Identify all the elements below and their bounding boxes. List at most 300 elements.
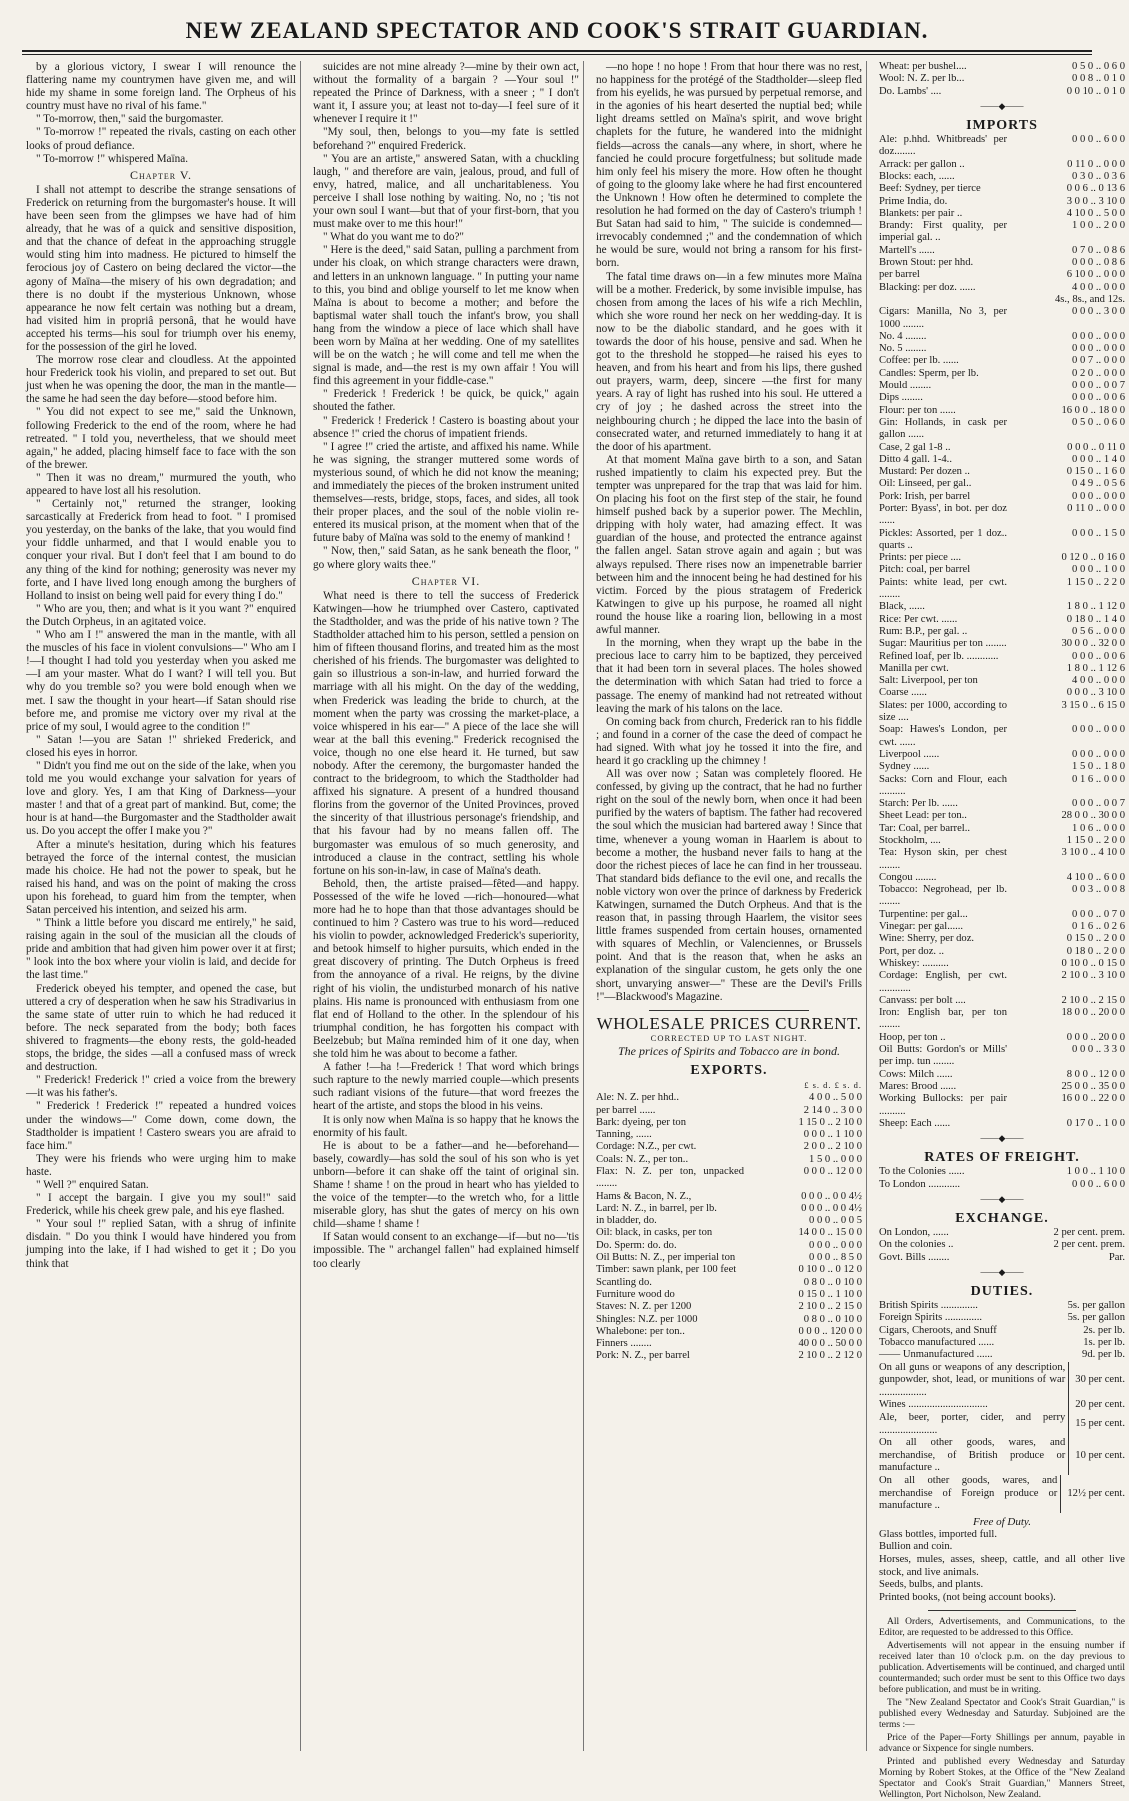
import-price: 1 15 0 .. 2 2 0 — [1066, 576, 1125, 588]
export-item: Whalebone: per ton.. — [596, 1325, 685, 1337]
import-price: 0 18 0 .. 1 4 0 — [1066, 613, 1125, 625]
import-price: 30 0 0 .. 32 0 0 — [1061, 638, 1125, 650]
import-price: 4 10 0 .. 6 0 0 — [1066, 871, 1125, 883]
exchange-title: EXCHANGE. — [955, 1211, 1049, 1226]
import-item: Sydney ...... — [879, 761, 930, 773]
import-row — [879, 577, 1125, 602]
export-price: 4 0 0 .. 5 0 0 — [809, 1092, 862, 1104]
lsd-header: £ s. d. £ s. d. — [804, 1080, 862, 1091]
import-price: 3 0 0 .. 3 10 0 — [1066, 195, 1125, 207]
export-item: Lard: N. Z., in barrel, per lb. — [596, 1202, 717, 1214]
import-row — [879, 343, 1125, 355]
imports-table — [879, 134, 1125, 1130]
import-item: Soap: Hawes's London, per cwt. ...... — [879, 724, 1007, 748]
duties-title: DUTIES. — [970, 1284, 1034, 1300]
story-paragraph: If Satan would consent to an exchange—if—but no—'tis impossible. The " archangel fallen" had explained himself too clearly — [313, 1231, 579, 1270]
import-price: 0 0 7 .. 0 0 0 — [1072, 355, 1125, 367]
story-paragraph: —no hope ! no hope ! From that hour there was no rest, no happiness for the protégé of the Stadtholder—sleep fled from his eyelids, he was pursued by perpetual remorse, and in the agonies of his heart deserted the nuptial bed; while light dreams settled on Maïna's spirit, and wove bright chaplets for the future, he wandered into the midnight fields—across the canals—any where, in short, where he fancied he could procure forgetfulness; but solitude made him only feel his misery the more. How often he thought of going to the gloomy lake where he had first encountered the Unknown ! How often he determined to complete the resolution he had formed on the day of Castero's triumph ! But Satan had said to him, " The suicide is condemned—irrevocably condemned ;" and the condemnation of which he would be sure, would not bring a ransom for his first-born. — [596, 61, 862, 270]
import-row — [879, 208, 1125, 220]
story-paragraph: " Who are you, then; and what is it you want ?" enquired the Dutch Orpheus, in an agitated voice. — [26, 602, 296, 628]
import-price: 0 0 0 .. 0 0 0 — [1072, 490, 1125, 502]
export-price: 0 8 0 .. 0 10 0 — [803, 1276, 862, 1288]
import-price: 0 7 0 .. 0 8 6 — [1072, 244, 1125, 256]
duty-bracket — [879, 1399, 1125, 1412]
import-item: Working Bullocks: per pair .......... — [879, 1093, 1007, 1117]
import-item: Ale: p.hhd. Whitbreads' per doz........ — [879, 134, 1007, 158]
export-row — [596, 1338, 862, 1350]
import-price: 0 0 0 .. 0 11 0 — [1067, 441, 1125, 453]
duty-bracket — [879, 1412, 1125, 1437]
import-item: Sacks: Corn and Flour, each .......... — [879, 773, 1007, 797]
import-row — [879, 810, 1125, 822]
import-price: 0 0 0 .. 1 5 0 — [1072, 527, 1125, 539]
import-item: Congou ........ — [879, 871, 937, 883]
duty-price: 1s. per lb. — [1083, 1337, 1125, 1349]
import-item: Case, 2 gal 1-8 .. — [879, 441, 951, 453]
import-row — [879, 294, 1125, 306]
story-paragraph: " Think a little before you discard me entirely," he said, raising again in the soul of the musician all the clouds of pride and ambition that had given him power over it at first; " look into the box where your violin is laid, and decide for the last time." — [26, 917, 296, 982]
import-row — [879, 675, 1125, 687]
exchange-item: On London, ...... — [879, 1227, 949, 1239]
chapter-heading: Chapter V. — [129, 167, 193, 182]
import-row — [879, 884, 1125, 909]
export-price: 0 10 0 .. 0 12 0 — [798, 1264, 862, 1276]
duty-bracket-rate: 10 per cent. — [1075, 1449, 1125, 1461]
import-row — [879, 847, 1125, 872]
commodity-row — [879, 86, 1125, 98]
export-item: Finners ........ — [596, 1338, 652, 1350]
import-row — [879, 269, 1125, 281]
story-paragraph: I shall not attempt to describe the strange sensations of Frederick on returning from the burgomaster's house. It will have been seen from the glimpses we have had of him already, that he was of a quick and sensitive disposition, and that the chance of defeat in the approaching struggle would sting him into madness. He pictured to himself the ferocious joy of Castero on being declared the victor—the agony of Maïna—the misery of his own degradation; and there is no doubt if the mysterious Unknown, whose appearance he now felt certain was nothing but a dream, had visited him in propriâ personâ, that he would have accepted his terms—his soul for triumph over his enemy, for the possession of the girl he loved. — [26, 183, 296, 353]
export-item: Do. Sperm: do. do. — [596, 1239, 677, 1251]
export-row — [596, 1277, 862, 1289]
import-row — [879, 601, 1125, 613]
import-row — [879, 872, 1125, 884]
import-price: 1 8 0 .. 1 12 6 — [1066, 662, 1125, 674]
import-item: No. 4 ........ — [879, 330, 927, 342]
import-item: Salt: Liverpool, per ton — [879, 675, 978, 687]
export-price: 0 15 0 .. 1 10 0 — [798, 1288, 862, 1300]
import-price: 0 0 0 .. 0 0 7 — [1072, 380, 1125, 392]
import-row — [879, 405, 1125, 417]
commodity-price: 0 0 10 .. 0 1 0 — [1066, 85, 1125, 97]
story-paragraph: It is only now when Maïna is so happy that he knows the enormity of his fault. — [313, 1113, 579, 1139]
column-3 — [592, 61, 867, 1751]
chapter-heading: Chapter VI. — [411, 573, 481, 588]
import-price: 0 0 0 .. 6 0 0 — [1072, 134, 1125, 146]
import-price: 16 0 0 .. 22 0 0 — [1061, 1093, 1125, 1105]
export-price: 0 0 0 .. 0 0 5 — [809, 1215, 862, 1227]
import-item: Brown Stout: per hhd. — [879, 257, 974, 269]
import-row — [879, 700, 1125, 725]
freight-item: To the Colonies ...... — [879, 1166, 965, 1178]
story-paragraph: At that moment Maïna gave birth to a son, and Satan rushed impatiently to claim his expected prey. But the tempter was unprepared for the trap that was laid for him. On placing his foot on the first step of the stair, he found himself pushed back by a superior power. The Mechlin, dripping with holy water, had amazing effect. It was guardian of the house, and protected the entrance against the fallen angel. Satan strove again and again ; but was always repulsed. There rises now an impenetrable barrier between him and the innocent being he had destined for his victim. Forced by the pious stratagem of Frederick Katwingen to give up his purpose, he roamed all night round the house like a roaring lion, bellowing in a most awful manner. — [596, 453, 862, 637]
story-paragraph: " You are an artiste," answered Satan, with a chuckling laugh, " and therefore are vain, jealous, proud, and full of envy, hatred, malice, and all uncharitableness. You perceive I shall lose nothing by waiting. No, no ; 'tis not your own soul I want—but that of your first-born, that you must make over to me this hour!" — [313, 152, 579, 231]
import-price: 0 12 0 .. 0 16 0 — [1061, 552, 1125, 564]
import-row — [879, 183, 1125, 195]
import-price: 0 0 3 .. 0 0 8 — [1072, 884, 1125, 896]
duty-bracket-rate: 12½ per cent. — [1067, 1487, 1125, 1499]
commodity-item: Wheat: per bushel.... — [879, 61, 967, 72]
import-row — [879, 466, 1125, 478]
exchange-row — [879, 1239, 1125, 1251]
story-paragraph: After a minute's hesitation, during which his features betrayed the force of the internal contest, the musician made his choice. He had not the power to speak, but he raised his hand, and was on the point of making the cross upon his forehead, to guard him from the tempter, when Satan perceived his intention, and seized his arm. — [26, 838, 296, 916]
import-row — [879, 380, 1125, 392]
duty-bracket-rate: 30 per cent. — [1075, 1374, 1125, 1386]
exchange-price: Par. — [1108, 1251, 1125, 1263]
import-price: 4 0 0 .. 0 0 0 — [1072, 281, 1125, 293]
column-4 — [875, 61, 1129, 1801]
import-row — [879, 528, 1125, 553]
import-price: 0 0 0 .. 0 0 7 — [1072, 798, 1125, 810]
import-item: Mould ........ — [879, 380, 932, 392]
import-item: Tea: Hyson skin, per chest ........ — [879, 847, 1007, 871]
import-item: Starch: Per lb. ...... — [879, 798, 958, 810]
export-row — [596, 1301, 862, 1313]
import-row — [879, 159, 1125, 171]
import-item: Coffee: per lb. ...... — [879, 355, 959, 367]
import-item: per barrel — [879, 269, 920, 281]
column-2 — [309, 61, 584, 1751]
commodity-item: Do. Lambs' .... — [879, 85, 942, 97]
import-price: 6 10 0 .. 0 0 0 — [1066, 269, 1125, 281]
import-price: 1 15 0 .. 2 0 0 — [1066, 835, 1125, 846]
import-item: Stockholm, .... — [879, 835, 941, 846]
import-item: Iron: English bar, per ton ........ — [879, 1007, 1007, 1031]
exchange-table — [879, 1227, 1125, 1264]
duty-row — [879, 1312, 1125, 1324]
prices-title: WHOLESALE PRICES CURRENT. — [596, 1013, 862, 1033]
import-row — [879, 1118, 1125, 1130]
import-price: 0 15 0 .. 2 0 0 — [1066, 933, 1125, 945]
exports-title: EXPORTS. — [690, 1063, 768, 1079]
import-price: 0 0 0 .. 0 0 0 — [1072, 724, 1125, 736]
import-row — [879, 970, 1125, 995]
free-item: Horses, mules, asses, sheep, cattle, and all other live stock, and live animals. — [879, 1554, 1125, 1578]
export-row — [596, 1314, 862, 1326]
notice-paragraph: The "New Zealand Spectator and Cook's Strait Guardian," is published every Wednesday and Saturday. Subjoined are the terms :— — [879, 1698, 1125, 1731]
export-row — [596, 1117, 862, 1129]
freight-price: 0 0 0 .. 6 0 0 — [1072, 1178, 1125, 1190]
duty-item: Tobacco manufactured ...... — [879, 1337, 995, 1349]
notices — [879, 1617, 1125, 1801]
import-item: Paints: white lead, per cwt. ........ — [879, 576, 1007, 601]
import-item: Blankets: per pair .. — [879, 207, 963, 219]
import-price: 2 10 0 .. 3 10 0 — [1061, 970, 1125, 982]
story-paragraph: " Satan !—you are Satan !" shrieked Frederick, and closed his eyes in horror. — [26, 733, 296, 759]
export-item: Scantling do. — [596, 1276, 652, 1288]
export-item: Pork: N. Z., per barrel — [596, 1350, 690, 1362]
duty-row — [879, 1349, 1125, 1361]
duty-bracket-text: Wines .............................. — [879, 1399, 1069, 1412]
story-paragraph: " Who am I !" answered the man in the mantle, with all the muscles of his face in violent convulsions—" Who am I !—I thought I had told you yesterday when you asked me —I am your master. What do I want? I will tell you. But why do you tremble so? you were bold enough when we met. I saw the thought in your heart—if Satan should rise before me, and promise me victory over my rival at the price of my soul, I would agree to the condition !" — [26, 629, 296, 733]
import-price: 4s., 8s., and 12s. — [1054, 293, 1125, 305]
import-price: 0 0 0 .. 20 0 0 — [1066, 1031, 1125, 1043]
freight-title: RATES OF FREIGHT. — [924, 1150, 1080, 1166]
duty-row — [879, 1300, 1125, 1312]
export-price: 0 0 0 .. 12 0 0 — [803, 1166, 862, 1177]
duty-item: British Spirits .............. — [879, 1300, 978, 1312]
export-row — [596, 1166, 862, 1191]
story-paragraph: He is about to be a father—and he—beforehand—basely, cowardly—has sold the soul of his son who is yet unborn—before it can shake off the taint of original sin. Shame ! shame ! on the proud in heart who has yielded to the voice of the tempter—to the wretch who, for a little miserable glory, has shut the gates of mercy on his own child—shame ! shame ! — [313, 1139, 579, 1231]
exports-table — [596, 1092, 862, 1363]
import-item: Sugar: Mauritius per ton ........ — [879, 638, 1007, 650]
import-price: 0 0 0 .. 0 7 0 — [1072, 908, 1125, 920]
duty-row — [879, 1337, 1125, 1349]
story-paragraph: " Well ?" enquired Satan. — [36, 1178, 149, 1191]
export-row — [596, 1240, 862, 1252]
import-price: 0 11 0 .. 0 0 0 — [1067, 158, 1125, 170]
exchange-row — [879, 1252, 1125, 1264]
import-price: 28 0 0 .. 30 0 0 — [1061, 810, 1125, 822]
story-paragraph: by a glorious victory, I swear I will renounce the flattering name my countrymen have given me, and will hide my shame in some foreign land. The Orpheus of his country must have no rival of his fame." — [26, 61, 296, 113]
commodity-price: 0 0 8 .. 0 1 0 — [1072, 73, 1125, 85]
story-paragraph: " What do you want me to do?" — [323, 231, 464, 244]
exchange-row — [879, 1227, 1125, 1239]
import-row — [879, 220, 1125, 245]
import-item: Flour: per ton ...... — [879, 404, 956, 416]
import-price: 1 8 0 .. 1 12 0 — [1066, 601, 1125, 613]
story-paragraph: " Certainly not," returned the stranger, looking sarcastically at Frederick from head to foot. " I promised you yesterday, on the banks of the lake, that you would find your fiddle unharmed, and that I would enable you to conquer your rival. But I don't feel that I am bound to do any thing of the kind for nothing; generosity was never my forte, and I have lived long enough among the burghers of Holland to insist on being well paid for every thing I do." — [26, 498, 296, 602]
duty-bracket — [879, 1437, 1125, 1475]
export-price: 0 0 0 .. 120 0 0 — [798, 1325, 862, 1337]
import-row — [879, 1093, 1125, 1118]
import-price: 0 10 0 .. 0 15 0 — [1061, 957, 1125, 969]
import-row — [879, 614, 1125, 626]
story-paragraph: " I agree !" cried the artiste, and affixed his name. While he was signing, the stranger muttered some words of mysterious sound, of which he did not know the meaning; and immediately the pieces of the broken instrument united themselves—rests, bridge, stops, faces, and sides, all took their proper places, and the soul of the noble violin re-entered its musical prison, at the moment when that of the future baby of Maïna was sold to the enemy of mankind ! — [313, 440, 579, 545]
masthead-rule — [22, 50, 1092, 55]
story-paragraph: " You did not expect to see me," said the Unknown, following Frederick to the end of the room, where he had retreated. " I told you, nevertheless, that we should meet again," he added, placing himself face to face with the son of the brewer. — [26, 406, 296, 471]
story-paragraph: All was over now ; Satan was completely floored. He confessed, by giving up the contract, that he had no further right on the soul of the newly born, when once it had been purified by the waters of baptism. The father had recovered the soul which the musician had bartered away ! Since that time, whenever a young woman in Haarlem is about to become a mother, the husband never fails to hang at the door the richest pieces of lace he can find in her trousseau. That standard bids defiance to the evil one, and recalls the noble victory won over the prince of darkness by Frederick Katwingen, surnamed the Dutch Orpheus. And that is the reason that, in passing through Haarlem, the visitor sees little frames suspended from certain houses, ornamented with squares of Mechlin, or Valenciennes, or Brussels point. And that is the reason that, when he asks an explanation of the singular custom, he gets only the one short, unvarying answer—" These are the Devil's Frills !"—Blackwood's Magazine. — [596, 768, 862, 1003]
freight-row — [879, 1166, 1125, 1178]
import-item: Rice: Per cwt. ...... — [879, 613, 958, 625]
export-item: Oil: black, in casks, per ton — [596, 1227, 713, 1239]
notice-paragraph: Printed and published every Wednesday and Saturday Morning by Robert Stokes, at the Office of the "New Zealand Spectator and Cook's Strait Guardian," Manners Street, Wellington, Port Nicholson, New Zealand. — [879, 1757, 1125, 1801]
duty-price: 5s. per gallon — [1067, 1312, 1125, 1324]
export-row — [596, 1203, 862, 1215]
duty-price: 5s. per gallon — [1067, 1300, 1125, 1312]
import-item: Tar: Coal, per barrel.. — [879, 822, 971, 834]
import-item: Mares: Brood ...... — [879, 1080, 957, 1092]
import-row — [879, 958, 1125, 970]
import-item: Martell's ...... — [879, 244, 935, 256]
import-item: Wine: Sherry, per doz. — [879, 933, 975, 945]
import-item: Oil Butts: Gordon's or Mills' per imp. tun ........ — [879, 1044, 1007, 1068]
duty-bracket-text: On all guns or weapons of any description, gunpowder, shot, lead, or munitions of war .................. — [879, 1362, 1069, 1400]
import-item: Pitch: coal, per barrel — [879, 564, 971, 576]
column-1 — [22, 61, 301, 1751]
import-item — [879, 294, 1007, 306]
import-item: Arrack: per gallon .. — [879, 158, 965, 170]
story-paragraph: " Frederick ! Frederick ! Castero is boasting about your absence !" cried the chorus of impatient friends. — [313, 414, 579, 440]
export-item: Coals: N. Z., per ton.. — [596, 1153, 689, 1165]
export-row — [596, 1129, 862, 1141]
export-item: per barrel ...... — [596, 1104, 656, 1116]
commodity-item: Wool: N. Z. per lb... — [879, 73, 965, 85]
import-row — [879, 331, 1125, 343]
duty-bracket-text: Ale, beer, porter, cider, and perry ...................... — [879, 1412, 1069, 1437]
import-item: Prime India, do. — [879, 195, 948, 207]
free-item: Bullion and coin. — [879, 1541, 953, 1553]
import-price: 0 0 0 .. 0 8 6 — [1072, 257, 1125, 269]
import-item: Cigars: Manilla, No 3, per 1000 ........ — [879, 306, 1007, 330]
export-row — [596, 1105, 862, 1117]
import-row — [879, 724, 1125, 749]
duty-bracket — [879, 1475, 1125, 1513]
import-item: Blocks: each, ...... — [879, 170, 955, 182]
freight-price: 1 0 0 .. 1 10 0 — [1066, 1166, 1125, 1178]
duty-price: 9d. per lb. — [1082, 1349, 1125, 1361]
prices-corrected: CORRECTED UP TO LAST NIGHT. — [650, 1032, 808, 1043]
freight-item: To London ............ — [879, 1178, 961, 1190]
import-price: 4 0 0 .. 0 0 0 — [1072, 675, 1125, 687]
import-item: Liverpool ...... — [879, 748, 940, 760]
import-price: 0 0 0 .. 0 0 0 — [1072, 330, 1125, 342]
export-item: Flax: N. Z. per ton, unpacked ........ — [596, 1166, 744, 1190]
import-item: Porter: Byass', in bot. per doz ...... — [879, 502, 1007, 527]
story-paragraph: " Didn't you find me out on the side of the lake, when you told me you would exchange your salvation for years of love and glory. Yes, I am that King of Darkness—your master ! and that of a great part of mankind. But, come; the hour is at hand—the Burgomaster and the Stadtholder await us. Do you accept the offer I make you ?" — [26, 759, 296, 838]
import-row — [879, 1044, 1125, 1069]
prices-bond-note: The prices of Spirits and Tobacco are in bond. — [617, 1043, 841, 1058]
import-row — [879, 392, 1125, 404]
import-price: 0 5 0 .. 0 6 0 — [1072, 416, 1125, 428]
duty-row — [879, 1325, 1125, 1337]
duty-item: Foreign Spirits .............. — [879, 1312, 982, 1324]
import-item: Manilla per cwt. — [879, 662, 949, 674]
import-price: 8 0 0 .. 12 0 0 — [1066, 1068, 1125, 1080]
import-row — [879, 171, 1125, 183]
import-item: Oil: Linseed, per gal.. — [879, 478, 972, 490]
duty-item: Cigars, Cheroots, and Snuff — [879, 1324, 997, 1336]
import-item: Candles: Sperm, per lb. — [879, 367, 979, 379]
export-row — [596, 1289, 862, 1301]
import-row — [879, 651, 1125, 663]
exchange-price: 2 per cent. prem. — [1053, 1239, 1125, 1251]
import-item: Turpentine: per gal... — [879, 908, 968, 920]
story-paragraph: " Frederick ! Frederick ! be quick, be quick," again shouted the father. — [313, 388, 579, 414]
duty-item: —— Unmanufactured ...... — [879, 1349, 993, 1361]
story-paragraph: suicides are not mine already ?—mine by their own act, without the formality of a bargain ? —Your soul !" repeated the Prince of Darkness, with a sneer ; " I don't want it, I assure you; at least not to-day—I feel sure of it whenever I require it !" — [313, 61, 579, 126]
export-item: Shingles: N.Z. per 1000 — [596, 1313, 698, 1325]
import-price: 0 0 0 .. 3 10 0 — [1066, 687, 1125, 699]
divider — [649, 1010, 809, 1011]
columns — [22, 61, 1125, 1801]
import-item: Coarse ...... — [879, 687, 927, 699]
duty-bracket — [879, 1362, 1125, 1400]
import-price: 2 10 0 .. 2 15 0 — [1061, 994, 1125, 1006]
import-price: 0 11 0 .. 0 0 0 — [1067, 502, 1125, 514]
story-paragraph: " Here is the deed," said Satan, pulling a parchment from under his cloak, on which strange characters were drawn, and letters in an unknown language. " In putting your name to this, you bind and oblige yourself to let me know when Maïna is about to become a mother; and before the baptismal water shall touch the infant's brow, you shall hang from the window a piece of lace which shall have been worn by Maïna at her wedding. One of my satellites will be on the watch ; he will come and tell me when the signal is made, and—the rest is my own affair ! You will find this agreement in your fiddle-case." — [313, 244, 579, 388]
export-item: Oil Butts: N. Z., per imperial ton — [596, 1252, 736, 1264]
ornament: ——◆—— — [980, 1193, 1024, 1204]
export-item: Timber: sawn plank, per 100 feet — [596, 1264, 737, 1276]
import-price: 0 18 0 .. 2 0 0 — [1066, 945, 1125, 957]
import-price: 3 10 0 .. 4 10 0 — [1061, 847, 1125, 859]
import-item: Beef: Sydney, per tierce — [879, 183, 981, 195]
story-paragraph: The morrow rose clear and cloudless. At the appointed hour Frederick took his violin, and prepared to set out. But just when he was opening the door, the man in the mantle—the same he had seen the day before—stood before him. — [26, 354, 296, 406]
export-price: 0 0 0 .. 0 0 4½ — [801, 1202, 862, 1214]
import-item: Refined loaf, per lb. ............ — [879, 650, 999, 662]
duty-bracket-text: On all other goods, wares, and merchandise, of British produce or manufacture .. — [879, 1437, 1069, 1475]
story-paragraph: They were his friends who were urging him to make haste. — [26, 1152, 296, 1178]
notice-paragraph: Advertisements will not appear in the ensuing number if received later than 10 o'clock p.m. on the day previous to publication. Advertisements will be continued, and charged until countermanded; such order must be sent to this Office two days before publication, and must be in writing. — [879, 1641, 1125, 1696]
import-row — [879, 282, 1125, 294]
free-list — [879, 1529, 1125, 1605]
export-row — [596, 1326, 862, 1338]
import-row — [879, 257, 1125, 269]
import-price: 0 1 6 .. 0 0 0 — [1072, 773, 1125, 785]
export-price: 14 0 0 .. 15 0 0 — [798, 1227, 862, 1239]
import-row — [879, 368, 1125, 380]
import-row — [879, 491, 1125, 503]
ornament: ——◆—— — [980, 1266, 1024, 1277]
import-row — [879, 454, 1125, 466]
import-price: 1 0 0 .. 2 0 0 — [1072, 220, 1125, 232]
free-item: Glass bottles, imported full. — [879, 1528, 997, 1540]
notice-paragraph: All Orders, Advertisements, and Communications, to the Editor, are requested to be addressed to this Office. — [879, 1617, 1125, 1639]
import-row — [879, 946, 1125, 958]
import-row — [879, 1007, 1125, 1032]
story-paragraph: In the morning, when they wrapt up the babe in the precious lace to carry him to be baptized, they perceived that it had been torn in several places. The holes showed the determination with which Satan had tried to force a passage. The enemy of mankind had not retreated without leaving the mark of his talons on the lace. — [596, 637, 862, 715]
import-row — [879, 798, 1125, 810]
import-row — [879, 774, 1125, 799]
imports-title: IMPORTS — [966, 117, 1038, 133]
import-row — [879, 921, 1125, 933]
story-paragraph: What need is there to tell the success of Frederick Katwingen—how he triumphed over Castero, captivated the Stadtholder, and was the pride of his native town ? The Stadtholder attached him to his person, settled a pension on him of fifteen thousand florins, and treated him as the most cherished of his friends. The burgomaster was delighted to gain so illustrious a son-in-law, and hurried forward the marriage with all his might. On the day of the wedding, when Frederick was leading the bride to church, at the moment when the party was crossing the market-place, a voice whispered in his ear—" A piece of the lace she will wear at the ball this evening." Frederick recognised the voice, though no one else heard it. He turned, but saw nobody. After the ceremony, the burgomaster handed the contract to the bridegroom, to which the Stadtholder had affixed his signature. A present of a hundred thousand florins from the governor of the United Provinces, proved the sincerity of that illustrious personage's friendship, and that his favour had by no means fallen off. The burgomaster was emulous of so much generosity, and introduced a clause in the contract, settling his whole fortune on his son-in-law, in case of Maïna's death. — [313, 589, 579, 877]
import-row — [879, 417, 1125, 442]
export-row — [596, 1350, 862, 1362]
import-row — [879, 245, 1125, 257]
duty-bracket-rate: 20 per cent. — [1075, 1399, 1125, 1411]
import-price: 0 0 6 .. 0 13 6 — [1066, 183, 1125, 195]
export-price: 0 0 0 .. 8 5 0 — [809, 1252, 862, 1264]
export-item: Tanning, ...... — [596, 1129, 652, 1141]
export-price: 2 10 0 .. 2 15 0 — [798, 1301, 862, 1313]
import-row — [879, 1081, 1125, 1093]
ornament: ——◆—— — [980, 1133, 1024, 1144]
import-item: Ditto 4 gall. 1-4.. — [879, 453, 952, 465]
export-row — [596, 1154, 862, 1166]
import-price: 1 0 6 .. 0 0 0 — [1072, 822, 1125, 834]
import-item: Hoop, per ton .. — [879, 1031, 946, 1043]
story-paragraph: " To-morrow, then," said the burgomaster. — [36, 113, 224, 126]
free-item: Printed books, (not being account books). — [879, 1591, 1056, 1603]
story-paragraph: "My soul, then, belongs to you—my fate is settled beforehand ?" enquired Frederick. — [313, 126, 579, 152]
import-row — [879, 663, 1125, 675]
export-row — [596, 1191, 862, 1203]
export-item: in bladder, do. — [596, 1215, 657, 1227]
export-price: 1 5 0 .. 0 0 0 — [809, 1153, 862, 1165]
import-row — [879, 749, 1125, 761]
free-title: Free of Duty. — [973, 1515, 1031, 1528]
import-price: 0 15 0 .. 1 6 0 — [1066, 466, 1125, 478]
export-row — [596, 1215, 862, 1227]
import-item: Pork: Irish, per barrel — [879, 490, 971, 502]
story-paragraph: " Then it was no dream," murmured the youth, who appeared to have lost all his resolution. — [26, 471, 296, 497]
import-item: Canvass: per bolt .... — [879, 994, 966, 1006]
import-price: 0 0 0 .. 3 3 0 — [1072, 1044, 1125, 1056]
import-item: Rum: B.P., per gal. .. — [879, 625, 968, 637]
import-price: 0 5 6 .. 0 0 0 — [1072, 625, 1125, 637]
export-item: Hams & Bacon, N. Z., — [596, 1190, 692, 1202]
notice-paragraph: Price of the Paper—Forty Shillings per annum, payable in advance or Sixpence for single numbers. — [879, 1733, 1125, 1755]
export-row — [596, 1227, 862, 1239]
story-paragraph: " Your soul !" replied Satan, with a shrug of infinite disdain. " Do you think I would have hindered you from jumping into the lake, if I had wished to get it ; Do you think that — [26, 1218, 296, 1270]
import-row — [879, 1032, 1125, 1044]
export-item: Cordage: N.Z., per cwt. — [596, 1141, 697, 1153]
exchange-price: 2 per cent. prem. — [1053, 1227, 1125, 1239]
export-price: 2 10 0 .. 2 12 0 — [798, 1350, 862, 1362]
